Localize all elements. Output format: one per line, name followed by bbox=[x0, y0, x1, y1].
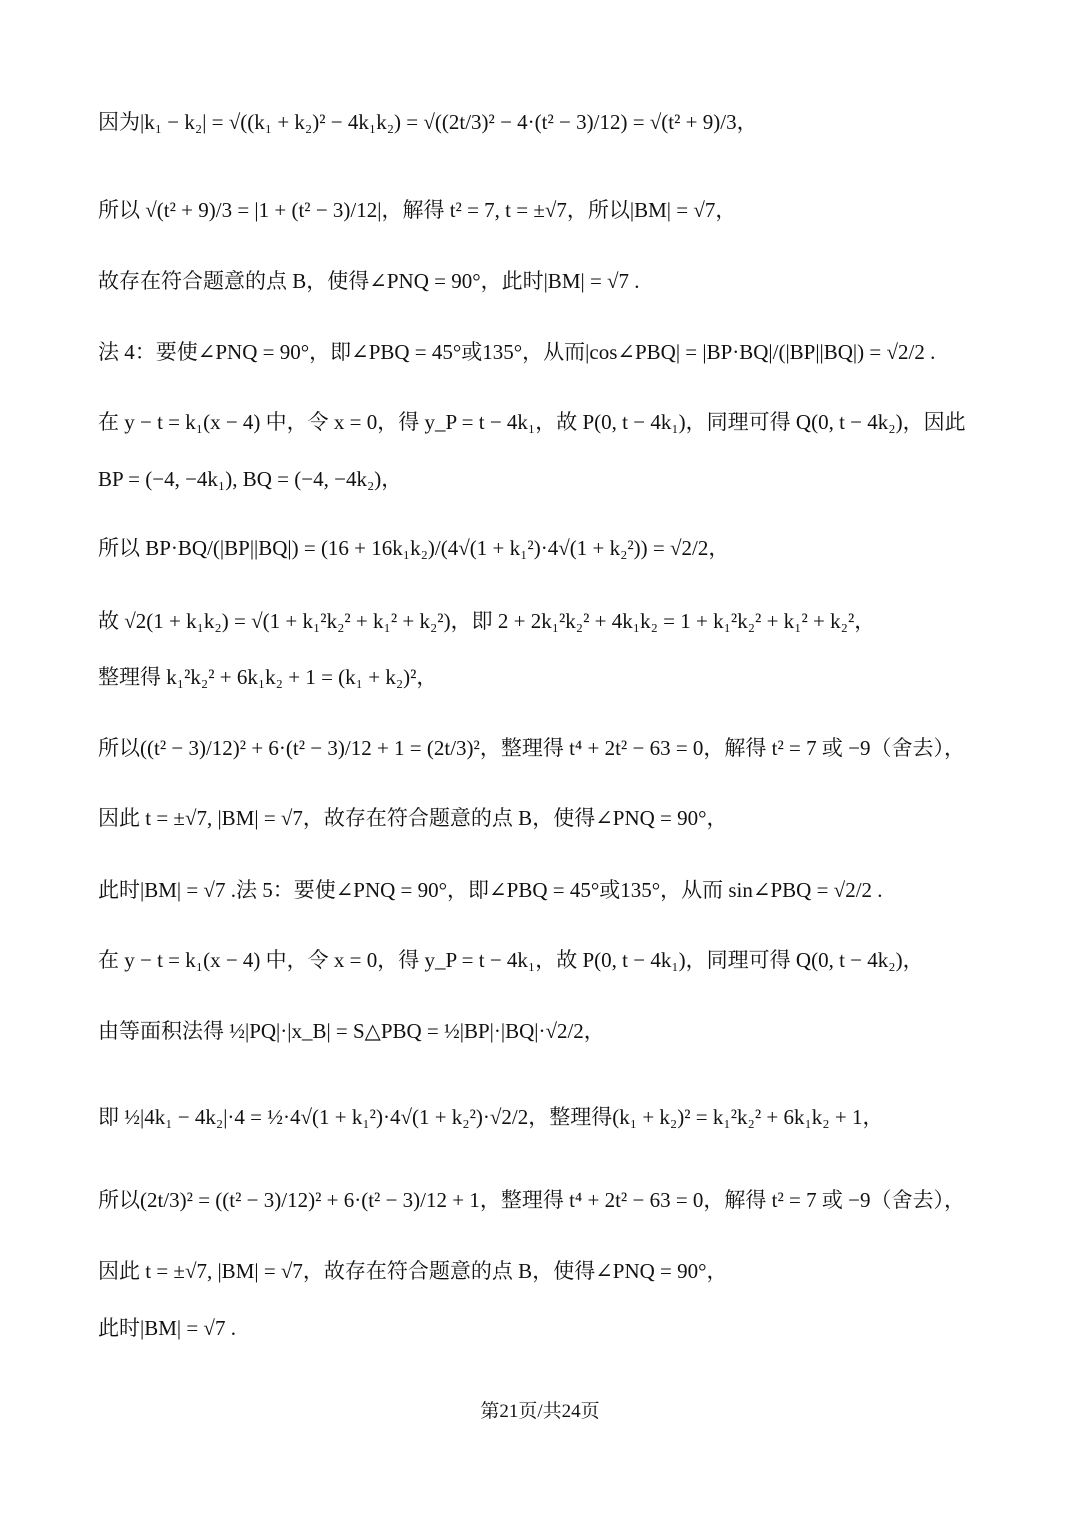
method-5-line: 此时|BM| = √7 .法 5：要使∠PNQ = 90°，即∠PBQ = 45°或135°，从而 sin∠PBQ = √2/2 . bbox=[98, 878, 883, 902]
math-line-6: BP = (−4, −4k₁), BQ = (−4, −4k₂)， bbox=[98, 467, 403, 491]
math-line-13: 在 y − t = k₁(x − 4) 中，令 x = 0，得 y_P = t − 4k₁，故 P(0, t − 4k₁)，同理可得 Q(0, t − 4k₂)， bbox=[98, 948, 924, 972]
math-line-10: 所以((t² − 3)/12)² + 6·(t² − 3)/12 + 1 = (2t/3)²，整理得 t⁴ + 2t² − 63 = 0，解得 t² = 7 或 −9（舍去）， bbox=[98, 736, 965, 760]
math-line-18: 此时|BM| = √7 . bbox=[98, 1316, 236, 1340]
math-line-8: 故 √2(1 + k₁k₂) = √(1 + k₁²k₂² + k₁² + k₂²)，即 2 + 2k₁²k₂² + 4k₁k₂ = 1 + k₁²k₂² + k₁² + k₂²， bbox=[98, 609, 876, 633]
math-line-11: 因此 t = ±√7, |BM| = √7，故存在符合题意的点 B，使得∠PNQ = 90°， bbox=[98, 806, 728, 830]
math-line-5: 在 y − t = k₁(x − 4) 中，令 x = 0，得 y_P = t − 4k₁，故 P(0, t − 4k₁)，同理可得 Q(0, t − 4k₂)，因此 bbox=[98, 410, 966, 434]
math-line-14: 由等面积法得 ½|PQ|·|x_B| = S△PBQ = ½|BP|·|BQ|·√2/2， bbox=[98, 1019, 605, 1043]
math-line-7: 所以 BP·BQ/(|BP||BQ|) = (16 + 16k₁k₂)/(4√(1 + k₁²)·4√(1 + k₂²)) = √2/2， bbox=[98, 536, 730, 560]
math-line-17: 因此 t = ±√7, |BM| = √7，故存在符合题意的点 B，使得∠PNQ = 90°， bbox=[98, 1259, 728, 1283]
math-line-2: 所以 √(t² + 9)/3 = |1 + (t² − 3)/12|，解得 t² = 7, t = ±√7，所以|BM| = √7， bbox=[98, 198, 737, 222]
page-number: 第21页/共24页 bbox=[480, 1401, 600, 1422]
method-4-line: 法 4：要使∠PNQ = 90°，即∠PBQ = 45°或135°，从而|cos∠PBQ| = |BP·BQ|/(|BP||BQ|) = √2/2 . bbox=[98, 340, 936, 364]
math-line-9: 整理得 k₁²k₂² + 6k₁k₂ + 1 = (k₁ + k₂)²， bbox=[98, 665, 438, 689]
math-line-3: 故存在符合题意的点 B，使得∠PNQ = 90°，此时|BM| = √7 . bbox=[98, 269, 640, 293]
math-line-16: 所以(2t/3)² = ((t² − 3)/12)² + 6·(t² − 3)/12 + 1，整理得 t⁴ + 2t² − 63 = 0，解得 t² = 7 或 −9（舍去）， bbox=[98, 1188, 965, 1212]
math-line-1: 因为|k₁ − k₂| = √((k₁ + k₂)² − 4k₁k₂) = √((2t/3)² − 4·(t² − 3)/12) = √(t² + 9)/3， bbox=[98, 110, 758, 134]
math-line-15: 即 ½|4k₁ − 4k₂|·4 = ½·4√(1 + k₁²)·4√(1 + k₂²)·√2/2，整理得(k₁ + k₂)² = k₁²k₂² + 6k₁k₂ + 1， bbox=[98, 1105, 884, 1129]
